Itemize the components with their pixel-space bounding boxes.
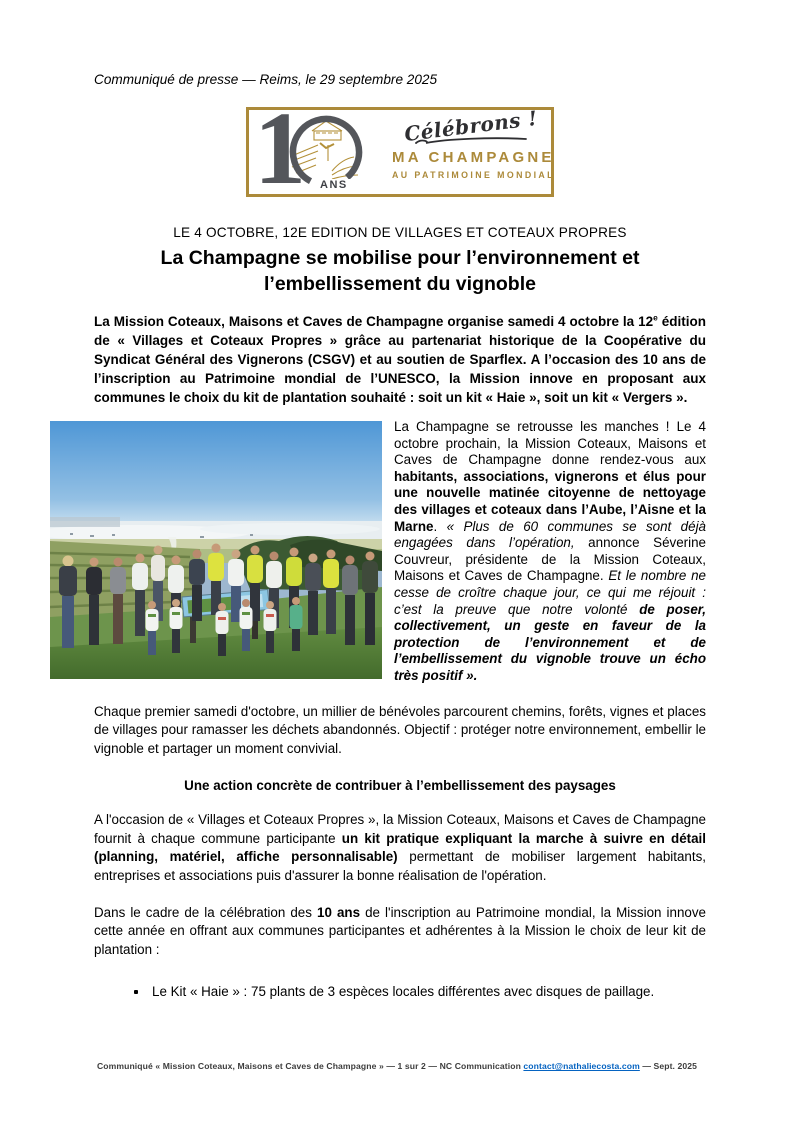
logo-brand-line2: AU PATRIMOINE MONDIAL [392, 170, 555, 180]
paragraph-plantation: Dans le cadre de la célébration des 10 ans de l'inscription au Patrimoine mondial, la Mission innove cette année en offrant aux communes participantes et adhérentes à la Mission le choix de leur kit de plantation : [94, 904, 706, 957]
kicker-line: LE 4 OCTOBRE, 12E EDITION DE VILLAGES ET COTEAUX PROPRES [173, 225, 627, 240]
paragraph-volunteers: Chaque premier samedi d'octobre, un millier de bénévoles parcourent chemins, forêts, vignes et places de villages pour ramasser les déchets abandonnés. Objectif : protéger notre environnement, embellir le vignoble et partager un moment convivial. [94, 703, 706, 756]
logo-script-text: Célébrons ! [403, 105, 539, 147]
section-subhead: Une action concrète de contribuer à l’embellissement des paysages [184, 778, 616, 794]
logo-brand-line1: MA CHAMPAGNE [392, 149, 555, 166]
footer-text-suffix: — Sept. 2025 [639, 1061, 698, 1071]
page-footer [0, 1061, 794, 1071]
anniversary-logo [246, 91, 555, 206]
logo-ans-label: ANS [320, 179, 348, 191]
kit-list [94, 983, 706, 1001]
group-photo-illustration [50, 421, 382, 679]
list-item-kit-haie: Le Kit « Haie » : 75 plants de 3 espèces locales différentes avec disques de paillage. [94, 983, 706, 1001]
date-line: Communiqué de presse — Reims, le 29 septembre 2025 [94, 72, 438, 87]
photo-text-section [94, 419, 706, 685]
intro-paragraph: La Mission Coteaux, Maisons et Caves de Champagne organise samedi 4 octobre la 12e édition de « Villages et Coteaux Propres » grâce au partenariat historique de la Coopérative du Syndicat Général des Vignerons (CSGV) et au soutien de Sparflex. A l’occasion des 10 ans de l’inscription au Patrimoine mondial de l’UNESCO, la Mission innove en proposant aux communes le choix du kit de plantation souhaité : soit un kit « Haie », soit un kit « Vergers ». [94, 312, 706, 405]
footer-email-link[interactable]: contact@nathaliecosta.com [523, 1061, 640, 1071]
paragraph-kit: A l'occasion de « Villages et Coteaux Propres », la Mission Coteaux, Maisons et Caves de Champagne fournit à chaque commune participante un kit pratique expliquant la marche à suivre en détail (planning, matériel, affiche personnalisable) permettant de mobiliser largement habitants, entreprises et associations puis d'assurer la bonne réalisation de l'opération. [94, 812, 707, 884]
photo-paragraph-text: La Champagne se retrousse les manches ! Le 4 octobre prochain, la Mission Coteaux, Maisons et Caves de Champagne donne rendez-vous aux habitants, associations, vignerons et élus pour une nouvelle matinée citoyenne de nettoyage des villages et coteaux dans l’Aube, l’Aisne et la Marne. « Plus de 60 communes se sont déjà engagées dans l’opération, annonce Séverine Couvreur, présidente de la Mission Coteaux, Maisons et Caves de Champagne. Et le nombre ne cesse de croître chaque jour, ce qui me réjouit : c’est la preuve que notre volonté de poser, collectivement, un geste en faveur de la protection de l’environnement et de l’embellissement du vignoble trouve un écho très positif ». [394, 419, 707, 683]
logo-digit-one: 1 [254, 91, 306, 206]
group-photo [50, 421, 382, 679]
footer-text-prefix: Communiqué « Mission Coteaux, Maisons et Caves de Champagne » — 1 sur 2 — NC Communication [96, 1061, 524, 1071]
page-title: La Champagne se mobilise pour l’environnement et l’embellissement du vignoble [160, 247, 640, 295]
logo-wordmark [392, 105, 555, 180]
